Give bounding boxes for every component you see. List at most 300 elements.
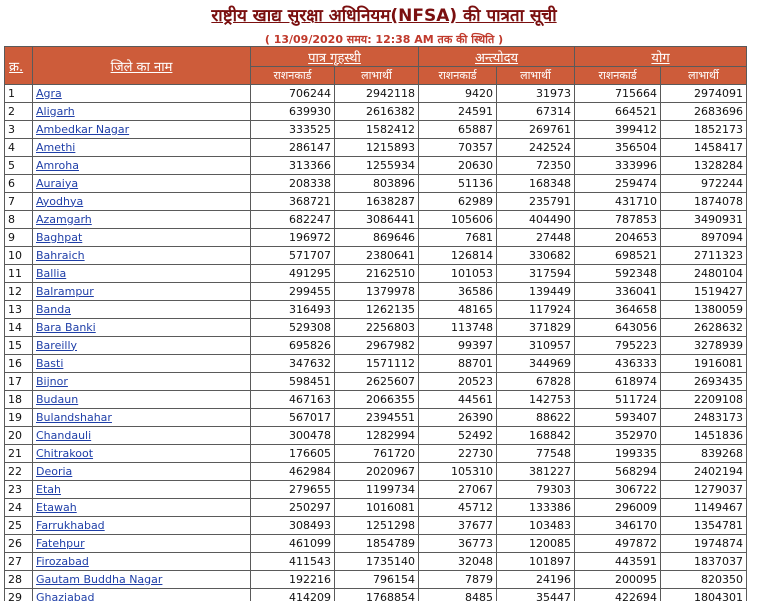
table-row	[5, 85, 747, 103]
total-beneficiaries-cell: 3490931	[661, 211, 747, 229]
total-ration-cards-cell: 296009	[575, 499, 661, 517]
household-ration-cards-cell: 695826	[251, 337, 335, 355]
table-row	[5, 409, 747, 427]
table-row	[5, 391, 747, 409]
table-row	[5, 373, 747, 391]
district-cell	[33, 535, 251, 553]
household-beneficiaries-cell: 761720	[335, 445, 419, 463]
total-beneficiaries-cell: 1149467	[661, 499, 747, 517]
table-row	[5, 355, 747, 373]
household-beneficiaries-cell: 1638287	[335, 193, 419, 211]
serial-number-cell: 5	[5, 157, 33, 175]
group-header-antyodaya: अन्त्योदय	[419, 47, 575, 67]
district-link[interactable]: Baghpat	[36, 230, 83, 244]
antyodaya-ration-cards-cell: 105310	[419, 463, 497, 481]
household-beneficiaries-cell: 2942118	[335, 85, 419, 103]
total-ration-cards-cell: 200095	[575, 571, 661, 589]
total-beneficiaries-cell: 2483173	[661, 409, 747, 427]
total-beneficiaries-cell: 1804301	[661, 589, 747, 601]
table-row	[5, 301, 747, 319]
total-beneficiaries-cell: 1852173	[661, 121, 747, 139]
antyodaya-beneficiaries-cell: 67314	[497, 103, 575, 121]
total-beneficiaries-cell: 1519427	[661, 283, 747, 301]
total-ration-cards-cell: 306722	[575, 481, 661, 499]
household-ration-cards-cell: 682247	[251, 211, 335, 229]
serial-number-cell: 12	[5, 283, 33, 301]
district-cell	[33, 499, 251, 517]
table-row	[5, 517, 747, 535]
table-row	[5, 535, 747, 553]
antyodaya-beneficiaries-cell: 103483	[497, 517, 575, 535]
total-beneficiaries-cell: 1354781	[661, 517, 747, 535]
antyodaya-ration-cards-cell: 22730	[419, 445, 497, 463]
serial-number-cell: 22	[5, 463, 33, 481]
household-ration-cards-cell: 706244	[251, 85, 335, 103]
total-beneficiaries-cell: 1974874	[661, 535, 747, 553]
district-cell	[33, 175, 251, 193]
district-cell	[33, 571, 251, 589]
serial-number-cell: 14	[5, 319, 33, 337]
antyodaya-beneficiaries-cell: 67828	[497, 373, 575, 391]
table-row	[5, 247, 747, 265]
table-row	[5, 589, 747, 601]
serial-number-cell: 16	[5, 355, 33, 373]
page-title: राष्ट्रीय खाद्य सुरक्षा अधिनियम(NFSA) की पात्रता सूची	[211, 6, 557, 26]
serial-number-cell: 19	[5, 409, 33, 427]
table-row	[5, 499, 747, 517]
household-ration-cards-cell: 529308	[251, 319, 335, 337]
district-cell	[33, 373, 251, 391]
antyodaya-ration-cards-cell: 37677	[419, 517, 497, 535]
group-header-total: योग	[575, 47, 747, 67]
serial-number-cell: 27	[5, 553, 33, 571]
total-ration-cards-cell: 698521	[575, 247, 661, 265]
subheader-beneficiaries: लाभार्थी	[661, 67, 747, 85]
antyodaya-ration-cards-cell: 20630	[419, 157, 497, 175]
total-beneficiaries-cell: 1837037	[661, 553, 747, 571]
district-link[interactable]: Bulandshahar	[36, 410, 112, 424]
total-ration-cards-cell: 431710	[575, 193, 661, 211]
antyodaya-ration-cards-cell: 101053	[419, 265, 497, 283]
antyodaya-beneficiaries-cell: 235791	[497, 193, 575, 211]
household-ration-cards-cell: 286147	[251, 139, 335, 157]
total-beneficiaries-cell: 820350	[661, 571, 747, 589]
total-ration-cards-cell: 199335	[575, 445, 661, 463]
total-ration-cards-cell: 787853	[575, 211, 661, 229]
antyodaya-beneficiaries-cell: 310957	[497, 337, 575, 355]
household-beneficiaries-cell: 1262135	[335, 301, 419, 319]
serial-number-cell: 13	[5, 301, 33, 319]
antyodaya-ration-cards-cell: 8485	[419, 589, 497, 601]
household-ration-cards-cell: 196972	[251, 229, 335, 247]
total-beneficiaries-cell: 1458417	[661, 139, 747, 157]
total-ration-cards-cell: 333996	[575, 157, 661, 175]
total-ration-cards-cell: 568294	[575, 463, 661, 481]
district-cell	[33, 445, 251, 463]
household-ration-cards-cell: 598451	[251, 373, 335, 391]
antyodaya-ration-cards-cell: 88701	[419, 355, 497, 373]
serial-number-cell: 21	[5, 445, 33, 463]
household-ration-cards-cell: 250297	[251, 499, 335, 517]
antyodaya-ration-cards-cell: 65887	[419, 121, 497, 139]
serial-number-cell: 7	[5, 193, 33, 211]
district-link[interactable]: Banda	[36, 302, 71, 316]
district-link[interactable]: Fatehpur	[36, 536, 85, 550]
antyodaya-beneficiaries-cell: 88622	[497, 409, 575, 427]
district-cell	[33, 265, 251, 283]
antyodaya-ration-cards-cell: 9420	[419, 85, 497, 103]
total-beneficiaries-cell: 2693435	[661, 373, 747, 391]
table-row	[5, 175, 747, 193]
antyodaya-beneficiaries-cell: 133386	[497, 499, 575, 517]
antyodaya-ration-cards-cell: 62989	[419, 193, 497, 211]
serial-number-cell: 28	[5, 571, 33, 589]
district-link[interactable]: Budaun	[36, 392, 79, 406]
table-row	[5, 319, 747, 337]
antyodaya-ration-cards-cell: 24591	[419, 103, 497, 121]
district-link[interactable]: Ambedkar Nagar	[36, 122, 130, 136]
household-beneficiaries-cell: 1379978	[335, 283, 419, 301]
household-beneficiaries-cell: 2616382	[335, 103, 419, 121]
antyodaya-ration-cards-cell: 36773	[419, 535, 497, 553]
household-beneficiaries-cell: 1255934	[335, 157, 419, 175]
total-ration-cards-cell: 259474	[575, 175, 661, 193]
household-beneficiaries-cell: 2394551	[335, 409, 419, 427]
antyodaya-beneficiaries-cell: 31973	[497, 85, 575, 103]
table-row	[5, 211, 747, 229]
district-link[interactable]: Bahraich	[36, 248, 85, 262]
col-serial-header: क्र.	[5, 47, 33, 85]
household-ration-cards-cell: 279655	[251, 481, 335, 499]
total-beneficiaries-cell: 2402194	[661, 463, 747, 481]
antyodaya-beneficiaries-cell: 101897	[497, 553, 575, 571]
serial-number-cell: 2	[5, 103, 33, 121]
district-link[interactable]: Aligarh	[36, 104, 75, 118]
district-cell	[33, 85, 251, 103]
total-ration-cards-cell: 422694	[575, 589, 661, 601]
total-ration-cards-cell: 511724	[575, 391, 661, 409]
status-timestamp: ( 13/09/2020 समय: 12:38 AM तक की स्थिति )	[264, 33, 504, 46]
district-link[interactable]: Etah	[36, 482, 61, 496]
household-beneficiaries-cell: 1016081	[335, 499, 419, 517]
total-ration-cards-cell: 592348	[575, 265, 661, 283]
antyodaya-beneficiaries-cell: 139449	[497, 283, 575, 301]
district-cell	[33, 409, 251, 427]
total-beneficiaries-cell: 3278939	[661, 337, 747, 355]
household-ration-cards-cell: 333525	[251, 121, 335, 139]
antyodaya-beneficiaries-cell: 120085	[497, 535, 575, 553]
table-row	[5, 553, 747, 571]
total-beneficiaries-cell: 839268	[661, 445, 747, 463]
antyodaya-ration-cards-cell: 105606	[419, 211, 497, 229]
household-beneficiaries-cell: 1582412	[335, 121, 419, 139]
household-beneficiaries-cell: 2066355	[335, 391, 419, 409]
table-row	[5, 229, 747, 247]
total-beneficiaries-cell: 2683696	[661, 103, 747, 121]
antyodaya-beneficiaries-cell: 404490	[497, 211, 575, 229]
antyodaya-beneficiaries-cell: 79303	[497, 481, 575, 499]
antyodaya-beneficiaries-cell: 344969	[497, 355, 575, 373]
household-beneficiaries-cell: 1735140	[335, 553, 419, 571]
total-ration-cards-cell: 204653	[575, 229, 661, 247]
total-ration-cards-cell: 715664	[575, 85, 661, 103]
antyodaya-beneficiaries-cell: 35447	[497, 589, 575, 601]
total-ration-cards-cell: 336041	[575, 283, 661, 301]
household-beneficiaries-cell: 1571112	[335, 355, 419, 373]
district-cell	[33, 193, 251, 211]
household-beneficiaries-cell: 1251298	[335, 517, 419, 535]
antyodaya-beneficiaries-cell: 168348	[497, 175, 575, 193]
total-ration-cards-cell: 497872	[575, 535, 661, 553]
antyodaya-beneficiaries-cell: 77548	[497, 445, 575, 463]
district-link[interactable]: Bijnor	[36, 374, 68, 388]
table-row	[5, 337, 747, 355]
serial-number-cell: 26	[5, 535, 33, 553]
total-ration-cards-cell: 795223	[575, 337, 661, 355]
district-cell	[33, 589, 251, 601]
district-cell	[33, 103, 251, 121]
district-link[interactable]: Agra	[36, 86, 62, 100]
subheader-beneficiaries: लाभार्थी	[497, 67, 575, 85]
total-ration-cards-cell: 399412	[575, 121, 661, 139]
household-beneficiaries-cell: 2020967	[335, 463, 419, 481]
district-cell	[33, 121, 251, 139]
household-ration-cards-cell: 467163	[251, 391, 335, 409]
serial-number-cell: 17	[5, 373, 33, 391]
total-beneficiaries-cell: 1328284	[661, 157, 747, 175]
antyodaya-ration-cards-cell: 7879	[419, 571, 497, 589]
antyodaya-ration-cards-cell: 27067	[419, 481, 497, 499]
serial-number-cell: 10	[5, 247, 33, 265]
total-ration-cards-cell: 443591	[575, 553, 661, 571]
household-ration-cards-cell: 462984	[251, 463, 335, 481]
table-row	[5, 157, 747, 175]
antyodaya-ration-cards-cell: 113748	[419, 319, 497, 337]
district-link[interactable]: Amethi	[36, 140, 76, 154]
serial-number-cell: 23	[5, 481, 33, 499]
table-row	[5, 139, 747, 157]
total-beneficiaries-cell: 1380059	[661, 301, 747, 319]
total-ration-cards-cell: 664521	[575, 103, 661, 121]
col-district-header: जिले का नाम	[33, 47, 251, 85]
household-beneficiaries-cell: 1199734	[335, 481, 419, 499]
antyodaya-ration-cards-cell: 26390	[419, 409, 497, 427]
antyodaya-ration-cards-cell: 20523	[419, 373, 497, 391]
antyodaya-ration-cards-cell: 52492	[419, 427, 497, 445]
district-link[interactable]: Chitrakoot	[36, 446, 94, 460]
household-beneficiaries-cell: 2162510	[335, 265, 419, 283]
subheader-ration-cards: राशनकार्ड	[419, 67, 497, 85]
antyodaya-beneficiaries-cell: 168842	[497, 427, 575, 445]
total-beneficiaries-cell: 972244	[661, 175, 747, 193]
antyodaya-ration-cards-cell: 7681	[419, 229, 497, 247]
household-beneficiaries-cell: 1854789	[335, 535, 419, 553]
district-cell	[33, 283, 251, 301]
subheader-beneficiaries: लाभार्थी	[335, 67, 419, 85]
household-ration-cards-cell: 299455	[251, 283, 335, 301]
district-cell	[33, 337, 251, 355]
total-beneficiaries-cell: 1451836	[661, 427, 747, 445]
serial-number-cell: 11	[5, 265, 33, 283]
district-cell	[33, 139, 251, 157]
antyodaya-beneficiaries-cell: 242524	[497, 139, 575, 157]
serial-number-cell: 18	[5, 391, 33, 409]
household-ration-cards-cell: 571707	[251, 247, 335, 265]
total-beneficiaries-cell: 2711323	[661, 247, 747, 265]
serial-number-cell: 4	[5, 139, 33, 157]
serial-number-cell: 1	[5, 85, 33, 103]
household-ration-cards-cell: 300478	[251, 427, 335, 445]
antyodaya-beneficiaries-cell: 142753	[497, 391, 575, 409]
serial-number-cell: 29	[5, 589, 33, 601]
table-row	[5, 121, 747, 139]
district-link[interactable]: Ayodhya	[36, 194, 84, 208]
serial-number-cell: 15	[5, 337, 33, 355]
antyodaya-ration-cards-cell: 51136	[419, 175, 497, 193]
district-link[interactable]: Amroha	[36, 158, 79, 172]
district-link[interactable]: Farrukhabad	[36, 518, 105, 532]
household-ration-cards-cell: 491295	[251, 265, 335, 283]
table-row	[5, 193, 747, 211]
district-link[interactable]: Bara Banki	[36, 320, 96, 334]
antyodaya-beneficiaries-cell: 371829	[497, 319, 575, 337]
antyodaya-ration-cards-cell: 36586	[419, 283, 497, 301]
district-link[interactable]: Deoria	[36, 464, 73, 478]
district-link[interactable]: Auraiya	[36, 176, 79, 190]
household-ration-cards-cell: 411543	[251, 553, 335, 571]
district-cell	[33, 463, 251, 481]
household-beneficiaries-cell: 1282994	[335, 427, 419, 445]
district-cell	[33, 427, 251, 445]
district-link[interactable]: Chandauli	[36, 428, 92, 442]
district-cell	[33, 391, 251, 409]
antyodaya-beneficiaries-cell: 27448	[497, 229, 575, 247]
household-beneficiaries-cell: 2625607	[335, 373, 419, 391]
household-ration-cards-cell: 313366	[251, 157, 335, 175]
total-ration-cards-cell: 364658	[575, 301, 661, 319]
household-ration-cards-cell: 176605	[251, 445, 335, 463]
district-cell	[33, 247, 251, 265]
district-cell	[33, 319, 251, 337]
table-row	[5, 445, 747, 463]
district-cell	[33, 553, 251, 571]
district-cell	[33, 517, 251, 535]
antyodaya-ration-cards-cell: 70357	[419, 139, 497, 157]
antyodaya-ration-cards-cell: 48165	[419, 301, 497, 319]
district-cell	[33, 481, 251, 499]
household-ration-cards-cell: 639930	[251, 103, 335, 121]
total-beneficiaries-cell: 2974091	[661, 85, 747, 103]
total-ration-cards-cell: 352970	[575, 427, 661, 445]
household-beneficiaries-cell: 1215893	[335, 139, 419, 157]
district-link[interactable]: Etawah	[36, 500, 77, 514]
household-ration-cards-cell: 567017	[251, 409, 335, 427]
district-link[interactable]: Ballia	[36, 266, 67, 280]
household-beneficiaries-cell: 2256803	[335, 319, 419, 337]
district-link[interactable]: Basti	[36, 356, 64, 370]
subheader-ration-cards: राशनकार्ड	[575, 67, 661, 85]
antyodaya-beneficiaries-cell: 317594	[497, 265, 575, 283]
household-ration-cards-cell: 192216	[251, 571, 335, 589]
household-ration-cards-cell: 347632	[251, 355, 335, 373]
district-link[interactable]: Firozabad	[36, 554, 89, 568]
household-beneficiaries-cell: 803896	[335, 175, 419, 193]
total-beneficiaries-cell: 2628632	[661, 319, 747, 337]
table-row	[5, 283, 747, 301]
total-ration-cards-cell: 436333	[575, 355, 661, 373]
antyodaya-beneficiaries-cell: 269761	[497, 121, 575, 139]
household-ration-cards-cell: 414209	[251, 589, 335, 601]
total-ration-cards-cell: 346170	[575, 517, 661, 535]
district-link[interactable]: Azamgarh	[36, 212, 92, 226]
household-ration-cards-cell: 368721	[251, 193, 335, 211]
total-beneficiaries-cell: 2209108	[661, 391, 747, 409]
antyodaya-ration-cards-cell: 99397	[419, 337, 497, 355]
antyodaya-beneficiaries-cell: 381227	[497, 463, 575, 481]
household-beneficiaries-cell: 1768854	[335, 589, 419, 601]
household-beneficiaries-cell: 2967982	[335, 337, 419, 355]
serial-number-cell: 8	[5, 211, 33, 229]
total-ration-cards-cell: 356504	[575, 139, 661, 157]
district-cell	[33, 157, 251, 175]
household-beneficiaries-cell: 796154	[335, 571, 419, 589]
district-cell	[33, 229, 251, 247]
antyodaya-ration-cards-cell: 32048	[419, 553, 497, 571]
antyodaya-ration-cards-cell: 45712	[419, 499, 497, 517]
antyodaya-beneficiaries-cell: 117924	[497, 301, 575, 319]
household-ration-cards-cell: 461099	[251, 535, 335, 553]
eligibility-table	[4, 46, 747, 601]
total-beneficiaries-cell: 2480104	[661, 265, 747, 283]
total-ration-cards-cell: 593407	[575, 409, 661, 427]
antyodaya-beneficiaries-cell: 330682	[497, 247, 575, 265]
total-ration-cards-cell: 643056	[575, 319, 661, 337]
serial-number-cell: 25	[5, 517, 33, 535]
household-beneficiaries-cell: 2380641	[335, 247, 419, 265]
total-ration-cards-cell: 618974	[575, 373, 661, 391]
total-beneficiaries-cell: 897094	[661, 229, 747, 247]
household-beneficiaries-cell: 869646	[335, 229, 419, 247]
serial-number-cell: 6	[5, 175, 33, 193]
district-cell	[33, 211, 251, 229]
antyodaya-ration-cards-cell: 126814	[419, 247, 497, 265]
district-cell	[33, 301, 251, 319]
table-row	[5, 481, 747, 499]
serial-number-cell: 24	[5, 499, 33, 517]
subheader-ration-cards: राशनकार्ड	[251, 67, 335, 85]
table-row	[5, 103, 747, 121]
table-row	[5, 571, 747, 589]
total-beneficiaries-cell: 1874078	[661, 193, 747, 211]
total-beneficiaries-cell: 1916081	[661, 355, 747, 373]
table-row	[5, 463, 747, 481]
district-link[interactable]: Bareilly	[36, 338, 78, 352]
group-header-household: पात्र गृहस्थी	[251, 47, 419, 67]
district-link[interactable]: Balrampur	[36, 284, 94, 298]
household-ration-cards-cell: 308493	[251, 517, 335, 535]
district-cell	[33, 355, 251, 373]
district-link[interactable]: Ghaziabad	[36, 590, 95, 601]
total-beneficiaries-cell: 1279037	[661, 481, 747, 499]
household-ration-cards-cell: 208338	[251, 175, 335, 193]
table-body	[5, 85, 747, 601]
table-row	[5, 265, 747, 283]
district-link[interactable]: Gautam Buddha Nagar	[36, 572, 163, 586]
household-ration-cards-cell: 316493	[251, 301, 335, 319]
antyodaya-ration-cards-cell: 44561	[419, 391, 497, 409]
serial-number-cell: 20	[5, 427, 33, 445]
serial-number-cell: 3	[5, 121, 33, 139]
